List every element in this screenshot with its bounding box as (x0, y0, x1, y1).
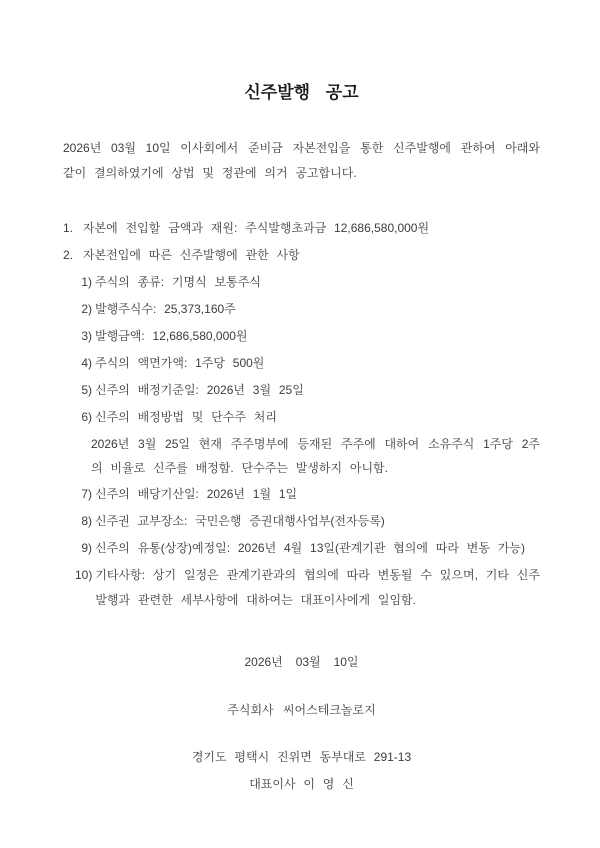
subitem-row (75, 405, 540, 430)
subitem-text: 기타사항: 상기 일정은 관계기관과의 협의에 따라 변동될 수 있으며, 기타 신주 발행과 관련한 세부사항에 대하여는 대표이사에게 일임함. (95, 568, 540, 607)
subitem-text: 신주의 배당기산일: 2026년 1월 1일 (95, 487, 298, 501)
item-number: 1. (63, 221, 74, 235)
subitem-text: 주식의 종류: 기명식 보통주식 (95, 275, 261, 289)
item-row (63, 243, 540, 268)
subitem-text: 주식의 액면가액: 1주당 500원 (95, 356, 265, 370)
subitem-row (75, 324, 540, 349)
subitem-text: 신주의 배정방법 및 단수주 처리 (95, 410, 277, 424)
subitem-number: 8) (81, 514, 92, 528)
footer-block (63, 653, 540, 792)
announcement-date: 2026년 03월 10일 (244, 655, 359, 669)
item-list (63, 216, 540, 613)
subitem-text: 신주의 유통(상장)예정일: 2026년 4월 13일(관계기관 협의에 따라 변동 가능) (95, 541, 525, 555)
subitem-number: 7) (81, 487, 92, 501)
subitem-row (75, 482, 540, 507)
subitem-number: 4) (81, 356, 92, 370)
subitem-text: 신주의 배정기준일: 2026년 3월 25일 (95, 383, 304, 397)
subitem-text: 발행주식수: 25,373,160주 (95, 302, 236, 316)
item-text: 자본에 전입할 금액과 재원: 주식발행초과금 12,686,580,000원 (83, 221, 430, 235)
subitem-number: 9) (81, 541, 92, 555)
subitem-number: 10) (75, 568, 93, 582)
allocation-note: 2026년 3월 25일 현재 주주명부에 등재된 주주에 대하여 소유주식 1주당 2주의 비율로 신주를 배정함. 단수주는 발생하지 아니함. (91, 437, 540, 475)
subitem-text: 발행금액: 12,686,580,000원 (95, 329, 248, 343)
company-address: 경기도 평택시 진위면 동부대로 291-13 (191, 750, 412, 764)
item-row (63, 216, 540, 241)
item-text: 자본전입에 따른 신주발행에 관한 사항 (83, 248, 300, 262)
item-number: 2. (63, 248, 74, 262)
subitem-number: 3) (81, 329, 92, 343)
subitem-row (75, 536, 540, 561)
subitem-row (75, 297, 540, 322)
company-name: 주식회사 씨어스테크놀로지 (227, 703, 376, 717)
subitem-text: 신주권 교부장소: 국민은행 증권대행사업부(전자등록) (95, 514, 385, 528)
subitem-row (75, 378, 540, 403)
ceo-name: 대표이사 이 영 신 (249, 777, 354, 791)
subitem-number: 6) (81, 410, 92, 424)
subitem-list (63, 270, 540, 613)
subitem-number: 1) (81, 275, 92, 289)
subitem-row (75, 351, 540, 376)
subitem-number: 2) (81, 302, 92, 316)
subitem-number: 5) (81, 383, 92, 397)
subitem-row (75, 270, 540, 295)
subitem-row (75, 509, 540, 534)
subitem-row (75, 563, 540, 613)
intro-paragraph: 2026년 03월 10일 이사회에서 준비금 자본전입을 통한 신주발행에 관하여 아래와 같이 결의하였기에 상법 및 정관에 의거 공고합니다. (63, 141, 540, 180)
page-title: 신주발행 공고 (244, 83, 359, 102)
